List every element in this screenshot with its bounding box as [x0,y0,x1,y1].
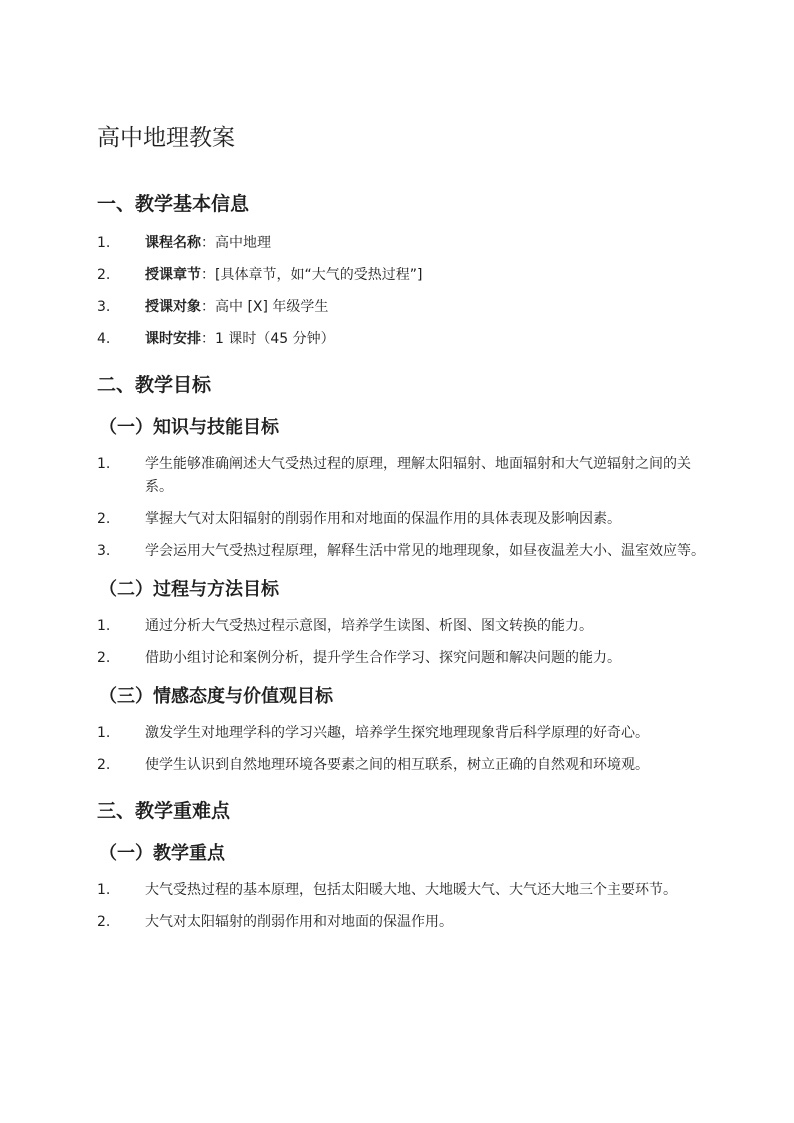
document-content [97,118,707,952]
section-heading: 二、教学目标 [97,374,212,396]
item-text: 高中 [X] 年级学生 [215,299,329,315]
list-item [97,911,707,934]
item-text: [具体章节，如“大气的受热过程”] [215,267,423,283]
list-item [97,615,707,638]
list-number: 2. [97,511,111,527]
list-number: 2. [97,267,111,283]
item-separator: ： [201,235,215,251]
goal-list [97,453,707,563]
item-label: 授课对象 [145,299,201,315]
list-item [97,264,707,287]
list-number: 1. [97,235,111,251]
item-text: 大气受热过程的基本原理，包括太阳暖大地、大地暖大气、大气还大地三个主要环节。 [145,882,677,898]
item-separator: ： [201,299,215,315]
list-number: 3. [97,543,111,559]
section-heading: 一、教学基本信息 [97,193,250,215]
item-text: 大气对太阳辐射的削弱作用和对地面的保温作用。 [145,914,453,930]
list-number: 2. [97,650,111,666]
section-basic-info [97,188,707,351]
section-key-difficult-points [97,795,707,934]
item-text: 高中地理 [215,235,271,251]
item-label: 授课章节 [145,267,201,283]
item-text: 掌握大气对太阳辐射的削弱作用和对地面的保温作用的具体表现及影响因素。 [145,511,621,527]
section-teaching-goals [97,369,707,777]
section-heading: 三、教学重难点 [97,800,231,822]
list-item [97,328,707,351]
item-label: 课程名称 [145,235,201,251]
item-text: 1 课时（45 分钟） [215,331,335,347]
list-number: 1. [97,456,111,472]
list-item [97,296,707,319]
item-text: 激发学生对地理学科的学习兴趣，培养学生探究地理现象背后科学原理的好奇心。 [145,725,649,741]
item-separator: ： [201,267,215,283]
subsection-heading: （一）教学重点 [99,843,225,864]
list-number: 1. [97,618,111,634]
key-point-list [97,879,707,934]
goal-list [97,722,707,777]
list-item [97,453,707,499]
list-item [97,232,707,255]
goal-list [97,615,707,670]
item-label: 课时安排 [145,331,201,347]
list-item [97,722,707,745]
subsection-process-methods [97,575,707,670]
item-text: 使学生认识到自然地理环境各要素之间的相互联系，树立正确的自然观和环境观。 [145,757,649,773]
subsection-heading: （三）情感态度与价值观目标 [99,686,333,707]
list-number: 1. [97,725,111,741]
subsection-knowledge-skills [97,413,707,563]
item-text: 学生能够准确阐述大气受热过程的原理，理解太阳辐射、地面辐射和大气逆辐射之间的关系。 [145,456,691,495]
info-list [97,232,707,351]
item-text: 通过分析大气受热过程示意图，培养学生读图、析图、图文转换的能力。 [145,618,593,634]
item-text: 借助小组讨论和案例分析，提升学生合作学习、探究问题和解决问题的能力。 [145,650,621,666]
subsection-heading: （一）知识与技能目标 [99,417,279,438]
list-number: 2. [97,757,111,773]
subsection-emotion-values [97,682,707,777]
subsection-heading: （二）过程与方法目标 [99,579,279,600]
list-number: 1. [97,882,111,898]
list-item [97,754,707,777]
list-item [97,508,707,531]
list-item [97,879,707,902]
item-separator: ： [201,331,215,347]
document-title: 高中地理教案 [97,125,235,151]
list-item [97,647,707,670]
list-number: 4. [97,331,111,347]
subsection-key-points [97,839,707,934]
list-number: 3. [97,299,111,315]
item-text: 学会运用大气受热过程原理，解释生活中常见的地理现象，如昼夜温差大小、温室效应等。 [145,543,705,559]
list-item [97,540,707,563]
list-number: 2. [97,914,111,930]
